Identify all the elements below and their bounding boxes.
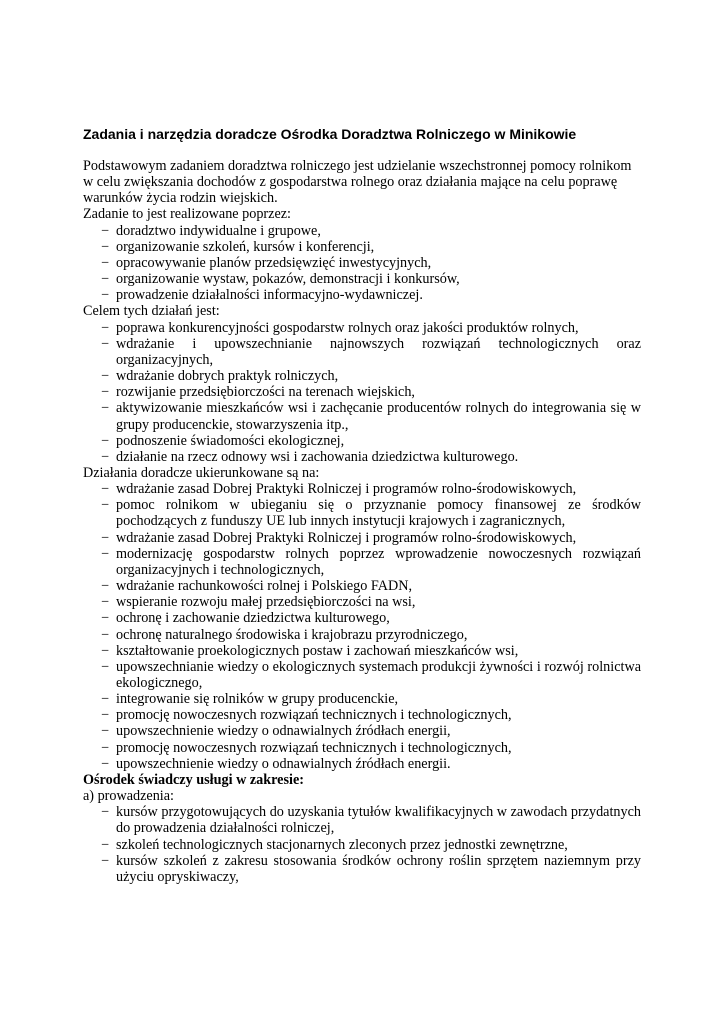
list-item: − szkoleń technologicznych stacjonarnych zleconych przez jednostki zewnętrzne, xyxy=(116,837,641,853)
list-item: − upowszechnianie wiedzy o ekologicznych systemach produkcji żywności i rozwój rolnictwa ekologicznego, xyxy=(116,659,641,691)
goals-list xyxy=(83,320,641,465)
list-item: − prowadzenie działalności informacyjno-wydawniczej. xyxy=(116,287,641,303)
intro-paragraph: Podstawowym zadaniem doradztwa rolniczego jest udzielanie wszechstronnej pomocy rolnikom w celu zwiększania dochodów z gospodarstwa rolnego oraz działania mające na celu poprawę warunków życia rodzin wiejskich. xyxy=(83,158,632,207)
services-heading: Ośrodek świadczy usługi w zakresie: xyxy=(83,771,304,788)
list-item: − upowszechnienie wiedzy o odnawialnych źródłach energii. xyxy=(116,756,641,772)
document-title: Zadania i narzędzia doradcze Ośrodka Doradztwa Rolniczego w Minikowie xyxy=(83,126,577,142)
services-list xyxy=(83,804,641,885)
list-item: − promocję nowoczesnych rozwiązań technicznych i technologicznych, xyxy=(116,707,641,723)
list-item: − aktywizowanie mieszkańców wsi i zachęcanie producentów rolnych do integrowania się w grupy producenckie, stowarzyszenia itp., xyxy=(116,400,641,432)
list-item: − kształtowanie proekologicznych postaw i zachowań mieszkańców wsi, xyxy=(116,643,641,659)
activities-list xyxy=(83,481,641,772)
list-item: − opracowywanie planów przedsięwzięć inwestycyjnych, xyxy=(116,255,641,271)
list-item: − integrowanie się rolników w grupy producenckie, xyxy=(116,691,641,707)
list-item: − rozwijanie przedsiębiorczości na terenach wiejskich, xyxy=(116,384,641,400)
list-item: − wdrażanie zasad Dobrej Praktyki Rolniczej i programów rolno-środowiskowych, xyxy=(116,481,641,497)
list-item: − wdrażanie zasad Dobrej Praktyki Rolniczej i programów rolno-środowiskowych, xyxy=(116,530,641,546)
services-sub-heading: a) prowadzenia: xyxy=(83,788,174,805)
list-item: − wspieranie rozwoju małej przedsiębiorczości na wsi, xyxy=(116,594,641,610)
list-item: − pomoc rolnikom w ubieganiu się o przyznanie pomocy finansowej ze środków pochodzących z funduszy UE lub innych instytucji krajowych i zagranicznych, xyxy=(116,497,641,529)
list-item: − doradztwo indywidualne i grupowe, xyxy=(116,223,641,239)
list-item: − podnoszenie świadomości ekologicznej, xyxy=(116,433,641,449)
list-item: − kursów szkoleń z zakresu stosowania środków ochrony roślin sprzętem naziemnym przy użyciu opryskiwaczy, xyxy=(116,853,641,885)
list-item: − organizowanie wystaw, pokazów, demonstracji i konkursów, xyxy=(116,271,641,287)
list-item: − kursów przygotowujących do uzyskania tytułów kwalifikacyjnych w zawodach przydatnych do prowadzenia działalności rolniczej, xyxy=(116,804,641,836)
realized-heading: Zadanie to jest realizowane poprzez: xyxy=(83,206,291,223)
list-item: − wdrażanie dobrych praktyk rolniczych, xyxy=(116,368,641,384)
list-item: − wdrażanie rachunkowości rolnej i Polskiego FADN, xyxy=(116,578,641,594)
list-item: − organizowanie szkoleń, kursów i konferencji, xyxy=(116,239,641,255)
realized-list xyxy=(83,223,641,304)
list-item: − promocję nowoczesnych rozwiązań technicznych i technologicznych, xyxy=(116,740,641,756)
list-item: − wdrażanie i upowszechnianie najnowszych rozwiązań technologicznych oraz organizacyjnych, xyxy=(116,336,641,368)
list-item: − poprawa konkurencyjności gospodarstw rolnych oraz jakości produktów rolnych, xyxy=(116,320,641,336)
goals-heading: Celem tych działań jest: xyxy=(83,303,220,320)
document-page xyxy=(83,126,641,885)
list-item: − działanie na rzecz odnowy wsi i zachowania dziedzictwa kulturowego. xyxy=(116,449,641,465)
list-item: − modernizację gospodarstw rolnych poprzez wprowadzenie nowoczesnych rozwiązań organizacyjnych i technologicznych, xyxy=(116,546,641,578)
list-item: − upowszechnienie wiedzy o odnawialnych źródłach energii, xyxy=(116,723,641,739)
list-item: − ochronę naturalnego środowiska i krajobrazu przyrodniczego, xyxy=(116,627,641,643)
activities-heading: Działania doradcze ukierunkowane są na: xyxy=(83,464,320,481)
list-item: − ochronę i zachowanie dziedzictwa kulturowego, xyxy=(116,610,641,626)
